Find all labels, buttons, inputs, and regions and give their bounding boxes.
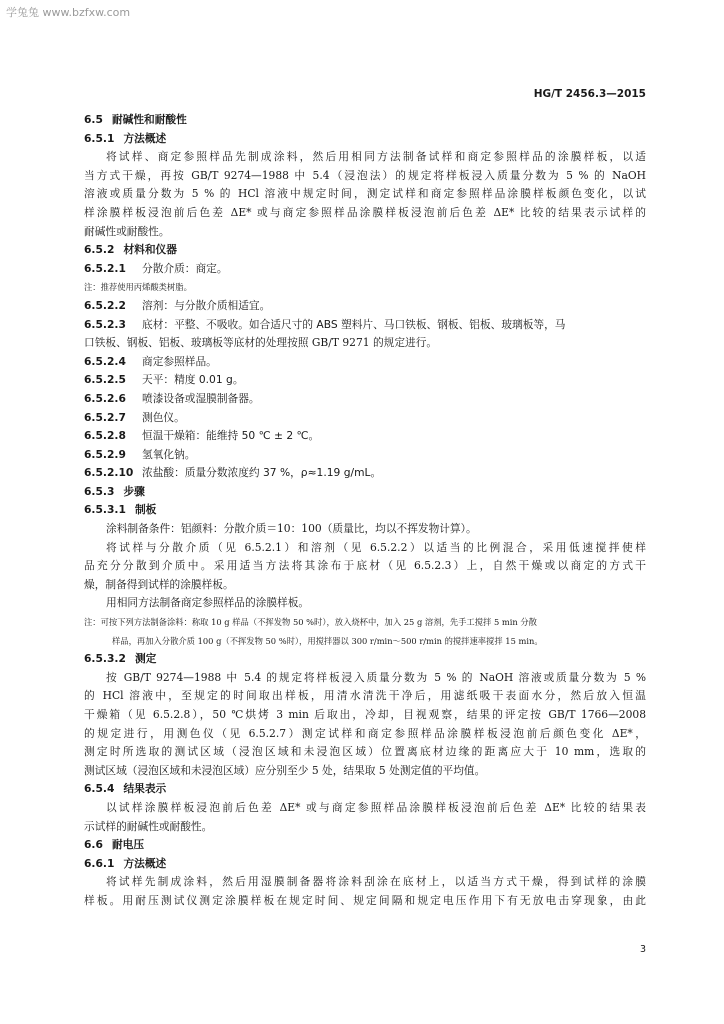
clause-title: 分散介质：商定。	[142, 261, 228, 275]
paragraph-line	[84, 185, 646, 204]
line-text: 用相同方法制备商定参照样品的涂膜样板。	[106, 596, 310, 610]
line-text: 溶液或质量分数为 5 % 的 HCl 溶液中规定时间，测定试样和商定参照样品涂膜样板颜色变化，以试	[84, 187, 646, 201]
clause-item	[84, 427, 646, 446]
paragraph-line	[84, 148, 646, 167]
paragraph-line	[84, 520, 646, 539]
paragraph-line	[84, 204, 646, 223]
clause-title: 结果表示	[123, 782, 167, 796]
paragraph-line	[84, 334, 646, 353]
clause-number: 6.5.2.7	[84, 410, 126, 424]
section-heading	[84, 855, 646, 874]
section-heading	[84, 780, 646, 799]
line-text: 按 GB/T 9274—1988 中 5.4 的规定将样板浸入质量分数为 5 % 的 NaOH 溶液或质量分数为 5 %	[106, 670, 646, 684]
clause-title: 测定	[134, 652, 157, 666]
clause-number: 6.5.1	[84, 131, 115, 145]
clause-number: 6.5.2.1	[84, 261, 126, 275]
clause-title: 氢氧化钠。	[142, 447, 196, 461]
line-text: 测试区域（浸泡区域和未浸泡区域）应分别至少 5 处，结果取 5 处测定值的平均值。	[84, 763, 486, 777]
line-text: 将试样与分散介质（见 6.5.2.1）和溶剂（见 6.5.2.2）以适当的比例混合，采用低速搅拌使样	[106, 540, 646, 554]
line-text: 测定时所选取的测试区域（浸泡区域和未浸泡区域）位置离底材边缘的距离应大于 10 mm，选取的	[84, 745, 646, 759]
note-line	[84, 278, 646, 297]
paragraph-line	[84, 576, 646, 595]
line-text: 口铁板、钢板、铝板、玻璃板等底材的处理按照 GB/T 9271 的规定进行。	[84, 336, 438, 350]
paragraph-line	[84, 892, 646, 911]
clause-number: 6.5.2.3	[84, 317, 126, 331]
clause-title: 天平：精度 0.01 g。	[142, 373, 244, 387]
clause-number: 6.5.2.6	[84, 391, 126, 405]
section-heading	[84, 650, 646, 669]
clause-number: 6.5.2.9	[84, 447, 126, 461]
paragraph-line	[84, 799, 646, 818]
clause-number: 6.5.3	[84, 484, 115, 498]
clause-title: 材料和仪器	[123, 243, 177, 257]
line-text: 涂料制备条件：铝颜料：分散介质＝10：100（质量比，均以不挥发物计算）。	[106, 522, 477, 536]
paragraph-line	[84, 223, 646, 242]
paragraph-line	[84, 557, 646, 576]
line-text: 样板。用耐压测试仪测定涂膜样板在规定时间、规定间隔和规定电压作用下有无放电击穿现象，由此	[84, 893, 646, 907]
clause-number: 6.5.3.1	[84, 503, 126, 517]
paragraph-line	[84, 594, 646, 613]
clause-item	[84, 446, 646, 465]
line-text: 将试样、商定参照样品先制成涂料，然后用相同方法制备试样和商定参照样品的涂膜样板，以适	[106, 150, 646, 164]
clause-number: 6.5.4	[84, 782, 115, 796]
standard-number: HG/T 2456.3—2015	[533, 88, 646, 100]
line-text: 当方式干燥，再按 GB/T 9274—1988 中 5.4（浸泡法）的规定将样板浸入质量分数为 5 % 的 NaOH	[84, 168, 646, 182]
line-text: 样涂膜样板浸泡前后色差 ΔE* 或与商定参照样品涂膜样板浸泡前后色差 ΔE* 比较的结果表示试样的	[84, 205, 646, 219]
clause-title: 耐碱性和耐酸性	[111, 113, 187, 126]
clause-item	[84, 409, 646, 428]
clause-title: 测色仪。	[142, 410, 185, 424]
line-text: 燥，制备得到试样的涂膜样板。	[84, 577, 234, 591]
paragraph-line	[84, 762, 646, 781]
note-line	[84, 632, 646, 651]
clause-number: 6.5.2.8	[84, 429, 126, 443]
clause-title: 步骤	[123, 484, 145, 498]
paragraph-line	[84, 818, 646, 837]
line-text: 的规定进行，用测色仪（见 6.5.2.7）测定试样和商定参照样品涂膜样板浸泡前后颜色变化 ΔE*，	[84, 726, 646, 740]
section-heading	[84, 501, 646, 520]
paragraph-line	[84, 687, 646, 706]
clause-item	[84, 297, 646, 316]
paragraph-line	[84, 873, 646, 892]
section-heading	[84, 836, 646, 855]
clause-item	[84, 464, 646, 483]
clause-number: 6.6.1	[84, 856, 115, 870]
clause-title: 溶剂：与分散介质相适宜。	[142, 298, 271, 312]
clause-title: 底材：平整、不吸收。如合适尺寸的 ABS 塑料片、马口铁板、钢板、铝板、玻璃板等，马	[142, 317, 566, 331]
line-text: 将试样先制成涂料，然后用湿膜制备器将涂料刮涂在底材上，以适当方式干燥，得到试样的涂膜	[106, 875, 646, 889]
clause-number: 6.5.2.2	[84, 298, 126, 312]
section-heading	[84, 483, 646, 502]
document-body	[84, 111, 646, 911]
clause-number: 6.5.2	[84, 243, 115, 257]
line-text: 注：可按下列方法制备涂料：称取 10 g 样品（不挥发物 50 %时），放入烧杯中，加入 25 g 溶剂，先手工搅拌 5 min 分散	[84, 617, 537, 628]
clause-title: 方法概述	[123, 131, 167, 145]
section-heading	[84, 111, 646, 130]
line-text: 的 HCl 溶液中，至规定的时间取出样板，用清水清洗干净后，用滤纸吸干表面水分，然后放入恒温	[84, 689, 646, 703]
line-text: 以试样涂膜样板浸泡前后色差 ΔE* 或与商定参照样品涂膜样板浸泡前后色差 ΔE* 比较的结果表	[106, 800, 646, 814]
paragraph-line	[84, 539, 646, 558]
clause-item	[84, 353, 646, 372]
clause-item	[84, 390, 646, 409]
line-text: 耐碱性或耐酸性。	[84, 224, 170, 238]
page-number: 3	[639, 944, 646, 955]
paragraph-line	[84, 743, 646, 762]
clause-number: 6.5.3.2	[84, 652, 126, 666]
line-text: 品充分分散到介质中。采用适当方法将其涂布于底材（见 6.5.2.3）上，自然干燥或以商定的方式干	[84, 559, 646, 573]
note-line	[84, 613, 646, 632]
clause-title: 浓盐酸：质量分数浓度约 37 %，ρ≈1.19 g/mL。	[142, 466, 382, 480]
clause-item	[84, 260, 646, 279]
paragraph-line	[84, 167, 646, 186]
section-heading	[84, 130, 646, 149]
paragraph-line	[84, 725, 646, 744]
clause-title: 喷漆设备或湿膜制备器。	[142, 391, 260, 405]
clause-number: 6.5.2.5	[84, 373, 126, 387]
line-text: 示试样的耐碱性或耐酸性。	[84, 819, 213, 833]
clause-title: 耐电压	[111, 838, 145, 852]
clause-item	[84, 371, 646, 390]
section-heading	[84, 241, 646, 260]
clause-title: 恒温干燥箱：能维持 50 ℃ ± 2 ℃。	[142, 429, 320, 443]
clause-number: 6.5.2.10	[84, 466, 134, 480]
clause-number: 6.5	[84, 113, 103, 126]
clause-title: 商定参照样品。	[142, 354, 217, 368]
clause-number: 6.5.2.4	[84, 354, 126, 368]
paragraph-line	[84, 669, 646, 688]
clause-title: 方法概述	[123, 856, 167, 870]
line-text: 样品，再加入分散介质 100 g（不挥发物 50 %时），用搅拌器以 300 r/min～500 r/min 的搅拌速率搅拌 15 min。	[112, 635, 543, 646]
line-text: 注：推荐使用丙烯酸类树脂。	[84, 282, 192, 293]
paragraph-line	[84, 706, 646, 725]
clause-title: 制板	[134, 503, 157, 517]
watermark: 学兔兔 www.bzfxw.com	[6, 6, 131, 19]
clause-number: 6.6	[84, 838, 103, 852]
clause-item	[84, 316, 646, 335]
line-text: 干燥箱（见 6.5.2.8），50 ℃烘烤 3 min 后取出，冷却，目视观察，结果的评定按 GB/T 1766—2008	[84, 708, 646, 721]
